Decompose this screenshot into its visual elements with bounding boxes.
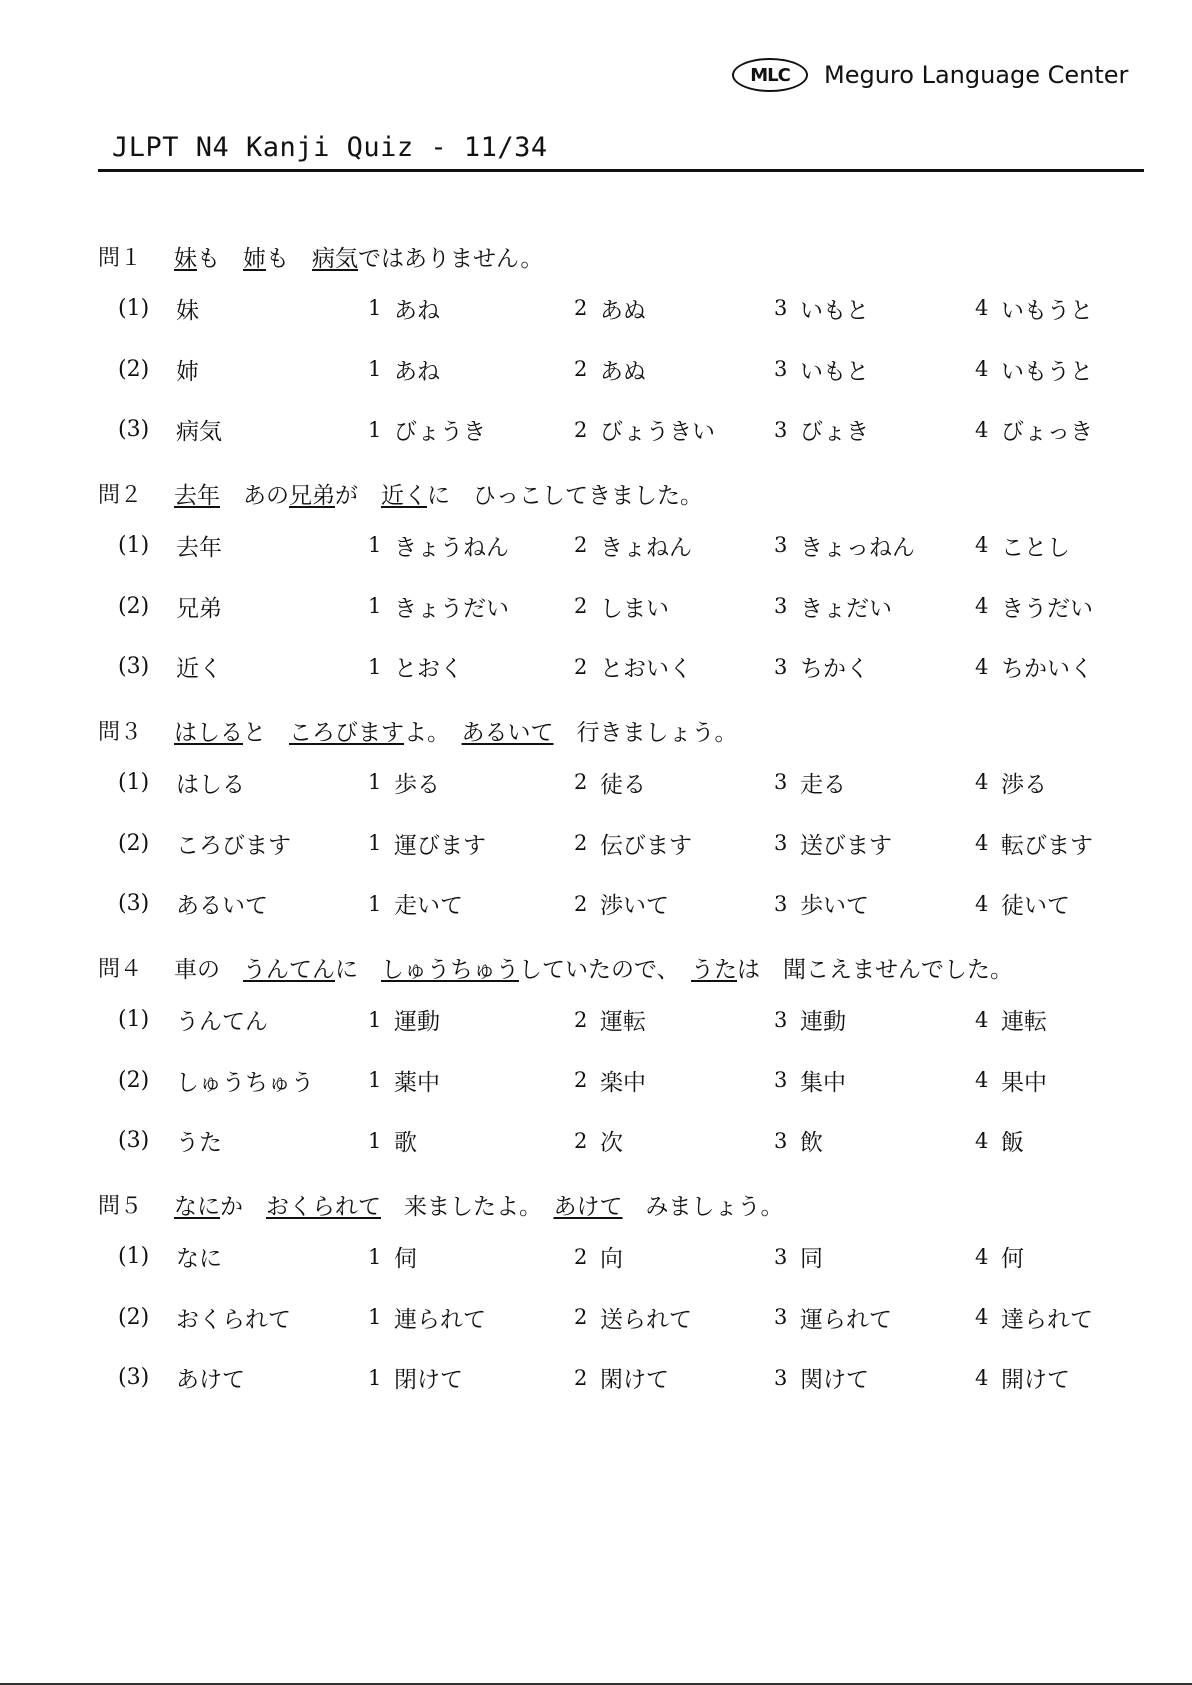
question-number: 問４ <box>98 956 143 982</box>
option-text: 飲 <box>800 1130 823 1157</box>
option-number: 4 <box>975 1068 989 1093</box>
answer-option-4[interactable] <box>975 1240 1115 1273</box>
option-number: 1 <box>368 1305 382 1330</box>
target-word: おくられて <box>176 1306 291 1333</box>
answer-option-2[interactable] <box>574 1064 774 1097</box>
question-sentence <box>174 240 543 273</box>
option-text: 達られて <box>1001 1306 1093 1333</box>
option-number: 1 <box>368 891 382 916</box>
question-gap <box>98 460 1158 471</box>
option-text: いもうと <box>1001 358 1093 385</box>
quiz-body <box>98 234 1158 1419</box>
option-number: 3 <box>774 533 788 558</box>
sentence-text: に <box>335 956 381 983</box>
option-text: 徒る <box>600 771 646 798</box>
answer-option-3[interactable] <box>774 766 975 799</box>
question-number: 問１ <box>98 245 143 271</box>
answer-option-2[interactable] <box>574 413 774 446</box>
option-number: 1 <box>368 594 382 619</box>
sub-question-index: (2) <box>118 356 150 382</box>
option-number: 4 <box>975 831 989 856</box>
answer-option-2[interactable] <box>574 887 774 920</box>
sentence-text: 来ましたよ。 <box>381 1193 554 1220</box>
option-text: きょだい <box>800 595 892 622</box>
option-number: 3 <box>774 654 788 679</box>
sentence-text: に ひっこしてきました。 <box>427 482 703 509</box>
underlined-word: なに <box>174 1193 220 1220</box>
sub-question-row <box>98 989 1158 1050</box>
option-number: 2 <box>574 831 588 856</box>
option-number: 1 <box>368 1128 382 1153</box>
option-text: とおいく <box>600 656 692 683</box>
option-text: いもと <box>800 297 869 324</box>
sub-question-row <box>98 752 1158 813</box>
option-text: 歩いて <box>800 893 869 920</box>
answer-option-2[interactable] <box>574 650 774 683</box>
option-text: 向 <box>600 1246 623 1273</box>
option-number: 1 <box>368 770 382 795</box>
sub-question-index: (2) <box>118 593 150 619</box>
answer-option-4[interactable] <box>975 413 1115 446</box>
org-name: Meguro Language Center <box>824 61 1129 89</box>
option-text: 次 <box>600 1130 623 1157</box>
underlined-word: 病気 <box>312 245 358 272</box>
option-number: 1 <box>368 1068 382 1093</box>
sub-question-index: (1) <box>118 1244 150 1270</box>
option-number: 4 <box>975 1365 989 1390</box>
option-number: 2 <box>574 417 588 442</box>
option-text: 集中 <box>800 1069 846 1096</box>
answer-option-3[interactable] <box>774 413 975 446</box>
option-number: 2 <box>574 1305 588 1330</box>
option-text: あね <box>394 297 440 324</box>
sentence-text: あの <box>220 482 289 509</box>
option-text: びょき <box>800 419 869 446</box>
option-number: 4 <box>975 654 989 679</box>
answer-option-2[interactable] <box>574 1003 774 1036</box>
option-text: 伺 <box>394 1246 417 1273</box>
option-number: 4 <box>975 357 989 382</box>
option-number: 2 <box>574 1007 588 1032</box>
option-number: 2 <box>574 654 588 679</box>
question-number: 問２ <box>98 482 143 508</box>
sentence-text: も <box>197 245 243 272</box>
option-text: 転びます <box>1001 832 1093 859</box>
option-text: びょうき <box>394 419 486 446</box>
underlined-word: おくられて <box>266 1193 381 1220</box>
sub-question-row <box>98 1226 1158 1287</box>
answer-option-1[interactable] <box>368 590 574 623</box>
answer-option-1[interactable] <box>368 1064 574 1097</box>
answer-option-2[interactable] <box>574 827 774 860</box>
answer-option-1[interactable] <box>368 529 574 562</box>
underlined-word: あけて <box>553 1193 623 1220</box>
answer-option-2[interactable] <box>574 529 774 562</box>
target-word: しゅうちゅう <box>176 1069 314 1096</box>
answer-option-4[interactable] <box>975 827 1115 860</box>
option-number: 3 <box>774 1244 788 1269</box>
answer-option-3[interactable] <box>774 650 975 683</box>
target-word: あけて <box>176 1367 245 1394</box>
option-number: 3 <box>774 891 788 916</box>
answer-option-1[interactable] <box>368 887 574 920</box>
option-text: びょっき <box>1001 419 1093 446</box>
answer-option-3[interactable] <box>774 529 975 562</box>
option-number: 4 <box>975 1007 989 1032</box>
question-sentence <box>174 1188 784 1221</box>
underlined-word: あるいて <box>461 719 554 746</box>
option-number: 4 <box>975 417 989 442</box>
sub-question-index: (3) <box>118 1128 150 1154</box>
option-text: ことし <box>1001 534 1070 561</box>
option-text: あぬ <box>600 297 646 324</box>
sub-question-index: (2) <box>118 830 150 856</box>
option-number: 3 <box>774 1068 788 1093</box>
answer-option-4[interactable] <box>975 1361 1115 1394</box>
underlined-word: ころびます <box>289 719 404 746</box>
sentence-text: 車の <box>174 956 243 983</box>
option-text: しまい <box>600 595 669 622</box>
answer-option-4[interactable] <box>975 1064 1115 1097</box>
answer-option-3[interactable] <box>774 1240 975 1273</box>
header-logo <box>732 58 1128 92</box>
option-number: 1 <box>368 1365 382 1390</box>
sentence-text: ではありません。 <box>358 245 544 272</box>
option-number: 3 <box>774 1007 788 1032</box>
sentence-text: みましょう。 <box>622 1193 784 1220</box>
sub-question-index: (3) <box>118 417 150 443</box>
option-text: 運動 <box>394 1009 440 1036</box>
answer-option-2[interactable] <box>574 353 774 386</box>
title-divider <box>98 169 1144 172</box>
answer-option-2[interactable] <box>574 1124 774 1157</box>
option-number: 4 <box>975 594 989 619</box>
target-word: 近く <box>176 656 222 683</box>
answer-option-3[interactable] <box>774 292 975 325</box>
option-number: 1 <box>368 296 382 321</box>
option-number: 2 <box>574 296 588 321</box>
option-number: 2 <box>574 594 588 619</box>
option-text: 楽中 <box>600 1069 646 1096</box>
answer-option-3[interactable] <box>774 1064 975 1097</box>
option-number: 2 <box>574 1068 588 1093</box>
option-number: 4 <box>975 891 989 916</box>
underlined-word: はしる <box>174 719 243 746</box>
option-text: 運びます <box>394 832 486 859</box>
option-text: きうだい <box>1001 595 1093 622</box>
target-word: はしる <box>176 771 245 798</box>
option-number: 2 <box>574 770 588 795</box>
sentence-text: 行きましょう。 <box>553 719 738 746</box>
underlined-word: 姉 <box>243 245 266 272</box>
option-text: ちかく <box>800 656 869 683</box>
answer-option-2[interactable] <box>574 1361 774 1394</box>
option-text: 閉けて <box>394 1367 463 1394</box>
sub-question-row <box>98 339 1158 400</box>
option-number: 2 <box>574 357 588 382</box>
target-word: あるいて <box>176 893 268 920</box>
answer-option-3[interactable] <box>774 1124 975 1157</box>
answer-option-1[interactable] <box>368 353 574 386</box>
answer-option-4[interactable] <box>975 1124 1115 1157</box>
option-number: 3 <box>774 1128 788 1153</box>
option-number: 3 <box>774 594 788 619</box>
option-text: 連動 <box>800 1009 846 1036</box>
underlined-word: 兄弟 <box>289 482 335 509</box>
option-number: 1 <box>368 533 382 558</box>
sub-question-index: (1) <box>118 295 150 321</box>
option-number: 1 <box>368 654 382 679</box>
answer-option-4[interactable] <box>975 590 1115 623</box>
target-word: なに <box>176 1246 222 1273</box>
option-number: 1 <box>368 1244 382 1269</box>
sub-question-row <box>98 874 1158 935</box>
question-header <box>98 234 1158 278</box>
question-header <box>98 471 1158 515</box>
option-text: きょうだい <box>394 595 509 622</box>
option-text: 渉いて <box>600 893 669 920</box>
option-text: 運られて <box>800 1306 892 1333</box>
option-text: あぬ <box>600 358 646 385</box>
option-text: 徒いて <box>1001 893 1070 920</box>
answer-option-3[interactable] <box>774 1361 975 1394</box>
option-text: とおく <box>394 656 463 683</box>
option-text: 果中 <box>1001 1069 1047 1096</box>
option-number: 3 <box>774 831 788 856</box>
answer-option-4[interactable] <box>975 292 1115 325</box>
option-text: 渉る <box>1001 771 1047 798</box>
option-text: 走る <box>800 771 846 798</box>
underlined-word: 去年 <box>174 482 220 509</box>
option-text: 連られて <box>394 1306 486 1333</box>
option-number: 4 <box>975 1305 989 1330</box>
option-text: 運転 <box>600 1009 646 1036</box>
answer-option-1[interactable] <box>368 650 574 683</box>
option-number: 1 <box>368 417 382 442</box>
sub-question-row <box>98 399 1158 460</box>
option-text: 走いて <box>394 893 463 920</box>
answer-option-3[interactable] <box>774 590 975 623</box>
answer-option-1[interactable] <box>368 1361 574 1394</box>
target-word: 去年 <box>176 534 222 561</box>
option-text: 送られて <box>600 1306 692 1333</box>
answer-option-2[interactable] <box>574 590 774 623</box>
sub-question-index: (2) <box>118 1067 150 1093</box>
answer-option-4[interactable] <box>975 887 1115 920</box>
answer-option-1[interactable] <box>368 827 574 860</box>
sub-question-index: (2) <box>118 1304 150 1330</box>
answer-option-4[interactable] <box>975 1003 1115 1036</box>
answer-option-2[interactable] <box>574 1301 774 1334</box>
sentence-text: と <box>243 719 289 746</box>
question-gap <box>98 934 1158 945</box>
option-text: あね <box>394 358 440 385</box>
option-number: 2 <box>574 1244 588 1269</box>
sub-question-index: (1) <box>118 532 150 558</box>
answer-option-3[interactable] <box>774 353 975 386</box>
option-text: 同 <box>800 1246 823 1273</box>
option-number: 4 <box>975 296 989 321</box>
underlined-word: うんてん <box>243 956 335 983</box>
option-number: 3 <box>774 417 788 442</box>
question-sentence <box>174 714 738 747</box>
option-text: 飯 <box>1001 1130 1024 1157</box>
target-word: 病気 <box>176 419 222 446</box>
sentence-text: していたので、 <box>519 956 692 983</box>
option-text: 開けて <box>1001 1367 1070 1394</box>
answer-option-3[interactable] <box>774 887 975 920</box>
page-title: JLPT N4 Kanji Quiz - 11/34 <box>112 132 548 163</box>
option-text: 何 <box>1001 1246 1024 1273</box>
sub-question-index: (1) <box>118 769 150 795</box>
option-number: 2 <box>574 891 588 916</box>
answer-option-1[interactable] <box>368 766 574 799</box>
answer-option-2[interactable] <box>574 292 774 325</box>
question-gap <box>98 697 1158 708</box>
option-number: 3 <box>774 1365 788 1390</box>
sentence-text: も <box>266 245 312 272</box>
answer-option-3[interactable] <box>774 1301 975 1334</box>
option-text: びょうきい <box>600 419 715 446</box>
answer-option-4[interactable] <box>975 529 1115 562</box>
answer-option-1[interactable] <box>368 413 574 446</box>
option-number: 3 <box>774 357 788 382</box>
answer-option-4[interactable] <box>975 353 1115 386</box>
option-number: 2 <box>574 1365 588 1390</box>
sub-question-row <box>98 515 1158 576</box>
answer-option-3[interactable] <box>774 827 975 860</box>
question-sentence <box>174 477 703 510</box>
option-number: 1 <box>368 831 382 856</box>
sub-question-index: (3) <box>118 891 150 917</box>
option-number: 4 <box>975 1128 989 1153</box>
question-number: 問５ <box>98 1193 143 1219</box>
sub-question-index: (1) <box>118 1007 150 1033</box>
underlined-word: うた <box>691 956 738 983</box>
option-text: 伝びます <box>600 832 692 859</box>
option-text: きょうねん <box>394 534 509 561</box>
target-word: 兄弟 <box>176 595 222 622</box>
question-header <box>98 1182 1158 1226</box>
target-word: うんてん <box>176 1009 268 1036</box>
option-text: 歩る <box>394 771 440 798</box>
answer-option-4[interactable] <box>975 766 1115 799</box>
sub-question-row <box>98 1287 1158 1348</box>
sub-question-row <box>98 576 1158 637</box>
option-number: 4 <box>975 770 989 795</box>
question-number: 問３ <box>98 719 143 745</box>
option-text: いもと <box>800 358 869 385</box>
option-text: 関けて <box>800 1367 869 1394</box>
target-word: 姉 <box>176 358 199 385</box>
question-header <box>98 708 1158 752</box>
sub-question-row <box>98 278 1158 339</box>
option-text: 薬中 <box>394 1069 440 1096</box>
answer-option-3[interactable] <box>774 1003 975 1036</box>
answer-option-1[interactable] <box>368 1124 574 1157</box>
question-gap <box>98 1171 1158 1182</box>
option-text: 歌 <box>394 1130 417 1157</box>
target-word: うた <box>176 1130 222 1157</box>
option-number: 4 <box>975 1244 989 1269</box>
sub-question-index: (3) <box>118 1365 150 1391</box>
sub-question-row <box>98 813 1158 874</box>
option-number: 3 <box>774 296 788 321</box>
option-text: きょねん <box>600 534 692 561</box>
sentence-text: よ。 <box>404 719 462 746</box>
target-word: ころびます <box>176 832 291 859</box>
answer-option-2[interactable] <box>574 1240 774 1273</box>
option-number: 1 <box>368 357 382 382</box>
answer-option-1[interactable] <box>368 1240 574 1273</box>
option-number: 2 <box>574 1128 588 1153</box>
target-word: 妹 <box>176 297 199 324</box>
sentence-text: は 聞こえませんでした。 <box>737 956 1014 983</box>
underlined-word: しゅうちゅう <box>381 956 519 983</box>
sub-question-row <box>98 1348 1158 1409</box>
question-header <box>98 945 1158 989</box>
answer-option-4[interactable] <box>975 1301 1115 1334</box>
option-text: 閑けて <box>600 1367 669 1394</box>
sub-question-index: (3) <box>118 654 150 680</box>
question-gap <box>98 1408 1158 1419</box>
answer-option-2[interactable] <box>574 766 774 799</box>
answer-option-1[interactable] <box>368 1301 574 1334</box>
option-number: 3 <box>774 1305 788 1330</box>
answer-option-1[interactable] <box>368 292 574 325</box>
option-text: ちかいく <box>1001 656 1093 683</box>
underlined-word: 近く <box>381 482 427 509</box>
option-text: 送びます <box>800 832 892 859</box>
option-text: きょっねん <box>800 534 915 561</box>
option-number: 3 <box>774 770 788 795</box>
option-number: 1 <box>368 1007 382 1032</box>
sentence-text: が <box>335 482 381 509</box>
option-number: 4 <box>975 533 989 558</box>
underlined-word: 妹 <box>174 245 197 272</box>
answer-option-4[interactable] <box>975 650 1115 683</box>
answer-option-1[interactable] <box>368 1003 574 1036</box>
option-text: 連転 <box>1001 1009 1047 1036</box>
sub-question-row <box>98 1111 1158 1172</box>
sub-question-row <box>98 636 1158 697</box>
sentence-text: か <box>220 1193 266 1220</box>
question-sentence <box>174 951 1013 984</box>
option-text: いもうと <box>1001 297 1093 324</box>
mlc-logo-icon: MLC <box>732 58 808 92</box>
sub-question-row <box>98 1050 1158 1111</box>
option-number: 2 <box>574 533 588 558</box>
